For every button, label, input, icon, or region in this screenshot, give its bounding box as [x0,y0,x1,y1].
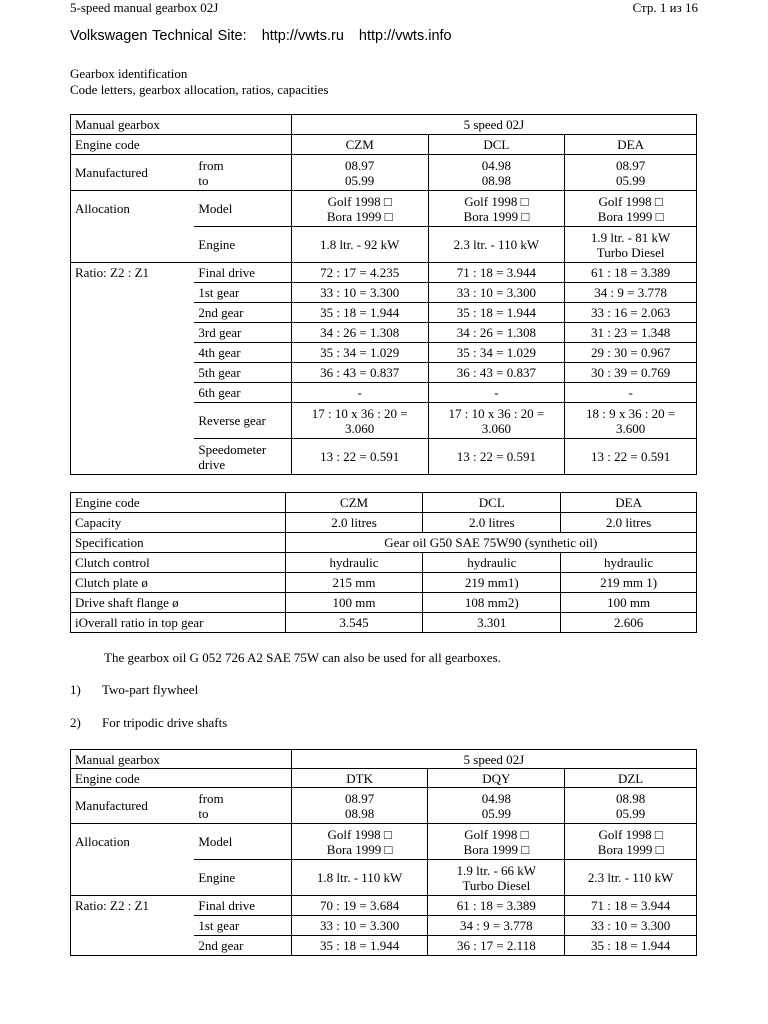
cell-value: hydraulic [285,553,423,573]
cell-ratio: 33 : 10 = 3.300 [565,916,697,936]
cell-ratio: 17 : 10 x 36 : 20 = 3.060 [291,403,428,439]
cell-ratio: 36 : 17 = 2.118 [428,936,565,956]
cell-value: Gear oil G50 SAE 75W90 (synthetic oil) [285,533,696,553]
cell-code: CZM [291,135,428,155]
cell-value: 215 mm [285,573,423,593]
cell-code: DCL [428,135,565,155]
table-row [71,513,697,533]
cell-model: Golf 1998 □ Bora 1999 □ [428,824,565,860]
cell-label: Engine code [71,135,292,155]
cell-date: 04.98 08.98 [428,155,565,191]
cell-label: Manufactured [71,155,195,191]
cell-ratio: 17 : 10 x 36 : 20 = 3.060 [428,403,565,439]
table-row [71,896,697,916]
cell-value: 2.606 [561,613,697,633]
cell-ratio: - [565,383,697,403]
cell-value: 100 mm [561,593,697,613]
table-row [71,593,697,613]
cell-engine: 2.3 ltr. - 110 kW [565,860,697,896]
cell-label: Ratio: Z2 : Z1 [71,263,195,283]
cell-sublabel: 1st gear [194,283,291,303]
table-row [71,613,697,633]
cell-ratio: 33 : 10 = 3.300 [291,916,428,936]
cell-sublabel: from to [194,155,291,191]
cell-ratio: 35 : 18 = 1.944 [291,936,428,956]
cell-ratio: 31 : 23 = 1.348 [565,323,697,343]
cell-model: Golf 1998 □ Bora 1999 □ [291,191,428,227]
cell-model: Golf 1998 □ Bora 1999 □ [565,191,697,227]
site-link-ru[interactable]: http://vwts.ru [261,28,344,44]
section-heading [70,66,328,98]
cell-label: Engine code [71,769,292,788]
cell-ratio: 61 : 18 = 3.389 [428,896,565,916]
gearbox-ratio-table-1 [70,114,697,475]
cell-sublabel: 2nd gear [194,936,291,956]
cell-label: Manufactured [71,788,195,824]
gearbox-ratio-table-2 [70,749,697,956]
capacity-table [70,492,697,633]
cell-ratio: 29 : 30 = 0.967 [565,343,697,363]
cell-ratio: 35 : 18 = 1.944 [428,303,565,323]
cell-value: hydraulic [561,553,697,573]
cell-label: Ratio: Z2 : Z1 [71,896,195,916]
cell-code: DTK [291,769,428,788]
cell-label: Manual gearbox [71,750,292,769]
section-title: Gearbox identification [70,66,188,81]
cell-ratio: 13 : 22 = 0.591 [428,439,565,475]
table-row [71,303,697,323]
cell-value: 219 mm 1) [561,573,697,593]
cell-ratio: 34 : 26 = 1.308 [291,323,428,343]
cell-value: DEA [561,493,697,513]
cell-gearbox: 5 speed 02J [291,750,696,769]
cell-ratio: 33 : 10 = 3.300 [428,283,565,303]
cell-engine: 1.9 ltr. - 66 kW Turbo Diesel [428,860,565,896]
table-row [71,135,697,155]
table-row [71,860,697,896]
cell-ratio: 34 : 9 = 3.778 [428,916,565,936]
cell-sublabel: Engine [194,860,291,896]
cell-ratio: 34 : 9 = 3.778 [565,283,697,303]
table-row [71,553,697,573]
cell-engine: 1.9 ltr. - 81 kW Turbo Diesel [565,227,697,263]
cell-ratio: 35 : 34 = 1.029 [428,343,565,363]
cell-ratio: 35 : 34 = 1.029 [291,343,428,363]
cell-value: DCL [423,493,561,513]
table-row [71,363,697,383]
cell-date: 08.97 05.99 [565,155,697,191]
cell-label: Allocation [71,191,195,227]
cell-sublabel: 3rd gear [194,323,291,343]
cell-ratio: - [428,383,565,403]
table-row [71,824,697,860]
cell-label: Capacity [71,513,286,533]
cell-ratio: 71 : 18 = 3.944 [428,263,565,283]
table-row [71,323,697,343]
cell-ratio: 33 : 16 = 2.063 [565,303,697,323]
cell-sublabel: Final drive [194,263,291,283]
oil-note: The gearbox oil G 052 726 A2 SAE 75W can also be used for all gearboxes. [104,650,501,665]
cell-sublabel: 1st gear [194,916,291,936]
cell-value: 100 mm [285,593,423,613]
table-row [71,115,697,135]
cell-label: Drive shaft flange ø [71,593,286,613]
footnote-1: 1) Two-part flywheel [70,682,199,697]
cell-sublabel: Speedometer drive [194,439,291,475]
cell-engine: 1.8 ltr. - 92 kW [291,227,428,263]
cell-date: 08.97 08.98 [291,788,428,824]
cell-ratio: 34 : 26 = 1.308 [428,323,565,343]
cell-engine: 1.8 ltr. - 110 kW [291,860,428,896]
footnote-2: 2) For tripodic drive shafts [70,715,228,730]
table-row [71,916,697,936]
cell-label: Specification [71,533,286,553]
cell-ratio: 35 : 18 = 1.944 [291,303,428,323]
cell-sublabel: Model [194,191,291,227]
cell-sublabel: Final drive [194,896,291,916]
cell-code: DZL [565,769,697,788]
cell-label: Manual gearbox [71,115,292,135]
table-row [71,439,697,475]
table-row [71,750,697,769]
cell-date: 08.98 05.99 [565,788,697,824]
cell-ratio: - [291,383,428,403]
cell-model: Golf 1998 □ Bora 1999 □ [428,191,565,227]
cell-date: 04.98 05.99 [428,788,565,824]
cell-gearbox: 5 speed 02J [291,115,696,135]
cell-date: 08.97 05.99 [291,155,428,191]
table-row [71,493,697,513]
cell-sublabel: 4th gear [194,343,291,363]
table-row [71,936,697,956]
table-row [71,788,697,824]
table-row [71,263,697,283]
cell-label: Clutch control [71,553,286,573]
cell-sublabel: Reverse gear [194,403,291,439]
cell-value: 108 mm2) [423,593,561,613]
cell-ratio: 71 : 18 = 3.944 [565,896,697,916]
cell-label: iOverall ratio in top gear [71,613,286,633]
cell-sublabel: 5th gear [194,363,291,383]
cell-ratio: 30 : 39 = 0.769 [565,363,697,383]
table-row [71,343,697,363]
cell-sublabel: 6th gear [194,383,291,403]
cell-ratio: 33 : 10 = 3.300 [291,283,428,303]
cell-label: Clutch plate ø [71,573,286,593]
cell-code: DEA [565,135,697,155]
cell-model: Golf 1998 □ Bora 1999 □ [565,824,697,860]
cell-value: 219 mm1) [423,573,561,593]
cell-value: 2.0 litres [285,513,423,533]
table-row [71,191,697,227]
table-row [71,155,697,191]
cell-value: 3.301 [423,613,561,633]
page-number: Стр. 1 из 16 [632,0,698,15]
site-line [70,28,462,44]
cell-ratio: 13 : 22 = 0.591 [565,439,697,475]
cell-ratio: 18 : 9 x 36 : 20 = 3.600 [565,403,697,439]
table-row [71,383,697,403]
table-row [71,573,697,593]
table-row [71,769,697,788]
cell-ratio: 36 : 43 = 0.837 [291,363,428,383]
cell-ratio: 35 : 18 = 1.944 [565,936,697,956]
cell-ratio: 61 : 18 = 3.389 [565,263,697,283]
table-row [71,227,697,263]
cell-sublabel: Model [194,824,291,860]
cell-ratio: 72 : 17 = 4.235 [291,263,428,283]
cell-model: Golf 1998 □ Bora 1999 □ [291,824,428,860]
cell-label: Engine code [71,493,286,513]
site-label: Volkswagen Technical Site: [70,28,247,44]
table-row [71,283,697,303]
cell-value: CZM [285,493,423,513]
cell-sublabel: from to [194,788,291,824]
cell-ratio: 70 : 19 = 3.684 [291,896,428,916]
cell-ratio: 13 : 22 = 0.591 [291,439,428,475]
cell-value: hydraulic [423,553,561,573]
cell-code: DQY [428,769,565,788]
site-link-info[interactable]: http://vwts.info [358,28,452,44]
cell-engine: 2.3 ltr. - 110 kW [428,227,565,263]
cell-ratio: 36 : 43 = 0.837 [428,363,565,383]
section-subtitle: Code letters, gearbox allocation, ratios, capacities [70,82,329,97]
cell-sublabel: 2nd gear [194,303,291,323]
cell-label: Allocation [71,824,195,860]
table-row [71,533,697,553]
cell-value: 2.0 litres [561,513,697,533]
page-header-title: 5-speed manual gearbox 02J [70,0,219,15]
cell-value: 3.545 [285,613,423,633]
cell-value: 2.0 litres [423,513,561,533]
table-row [71,403,697,439]
cell-sublabel: Engine [194,227,291,263]
